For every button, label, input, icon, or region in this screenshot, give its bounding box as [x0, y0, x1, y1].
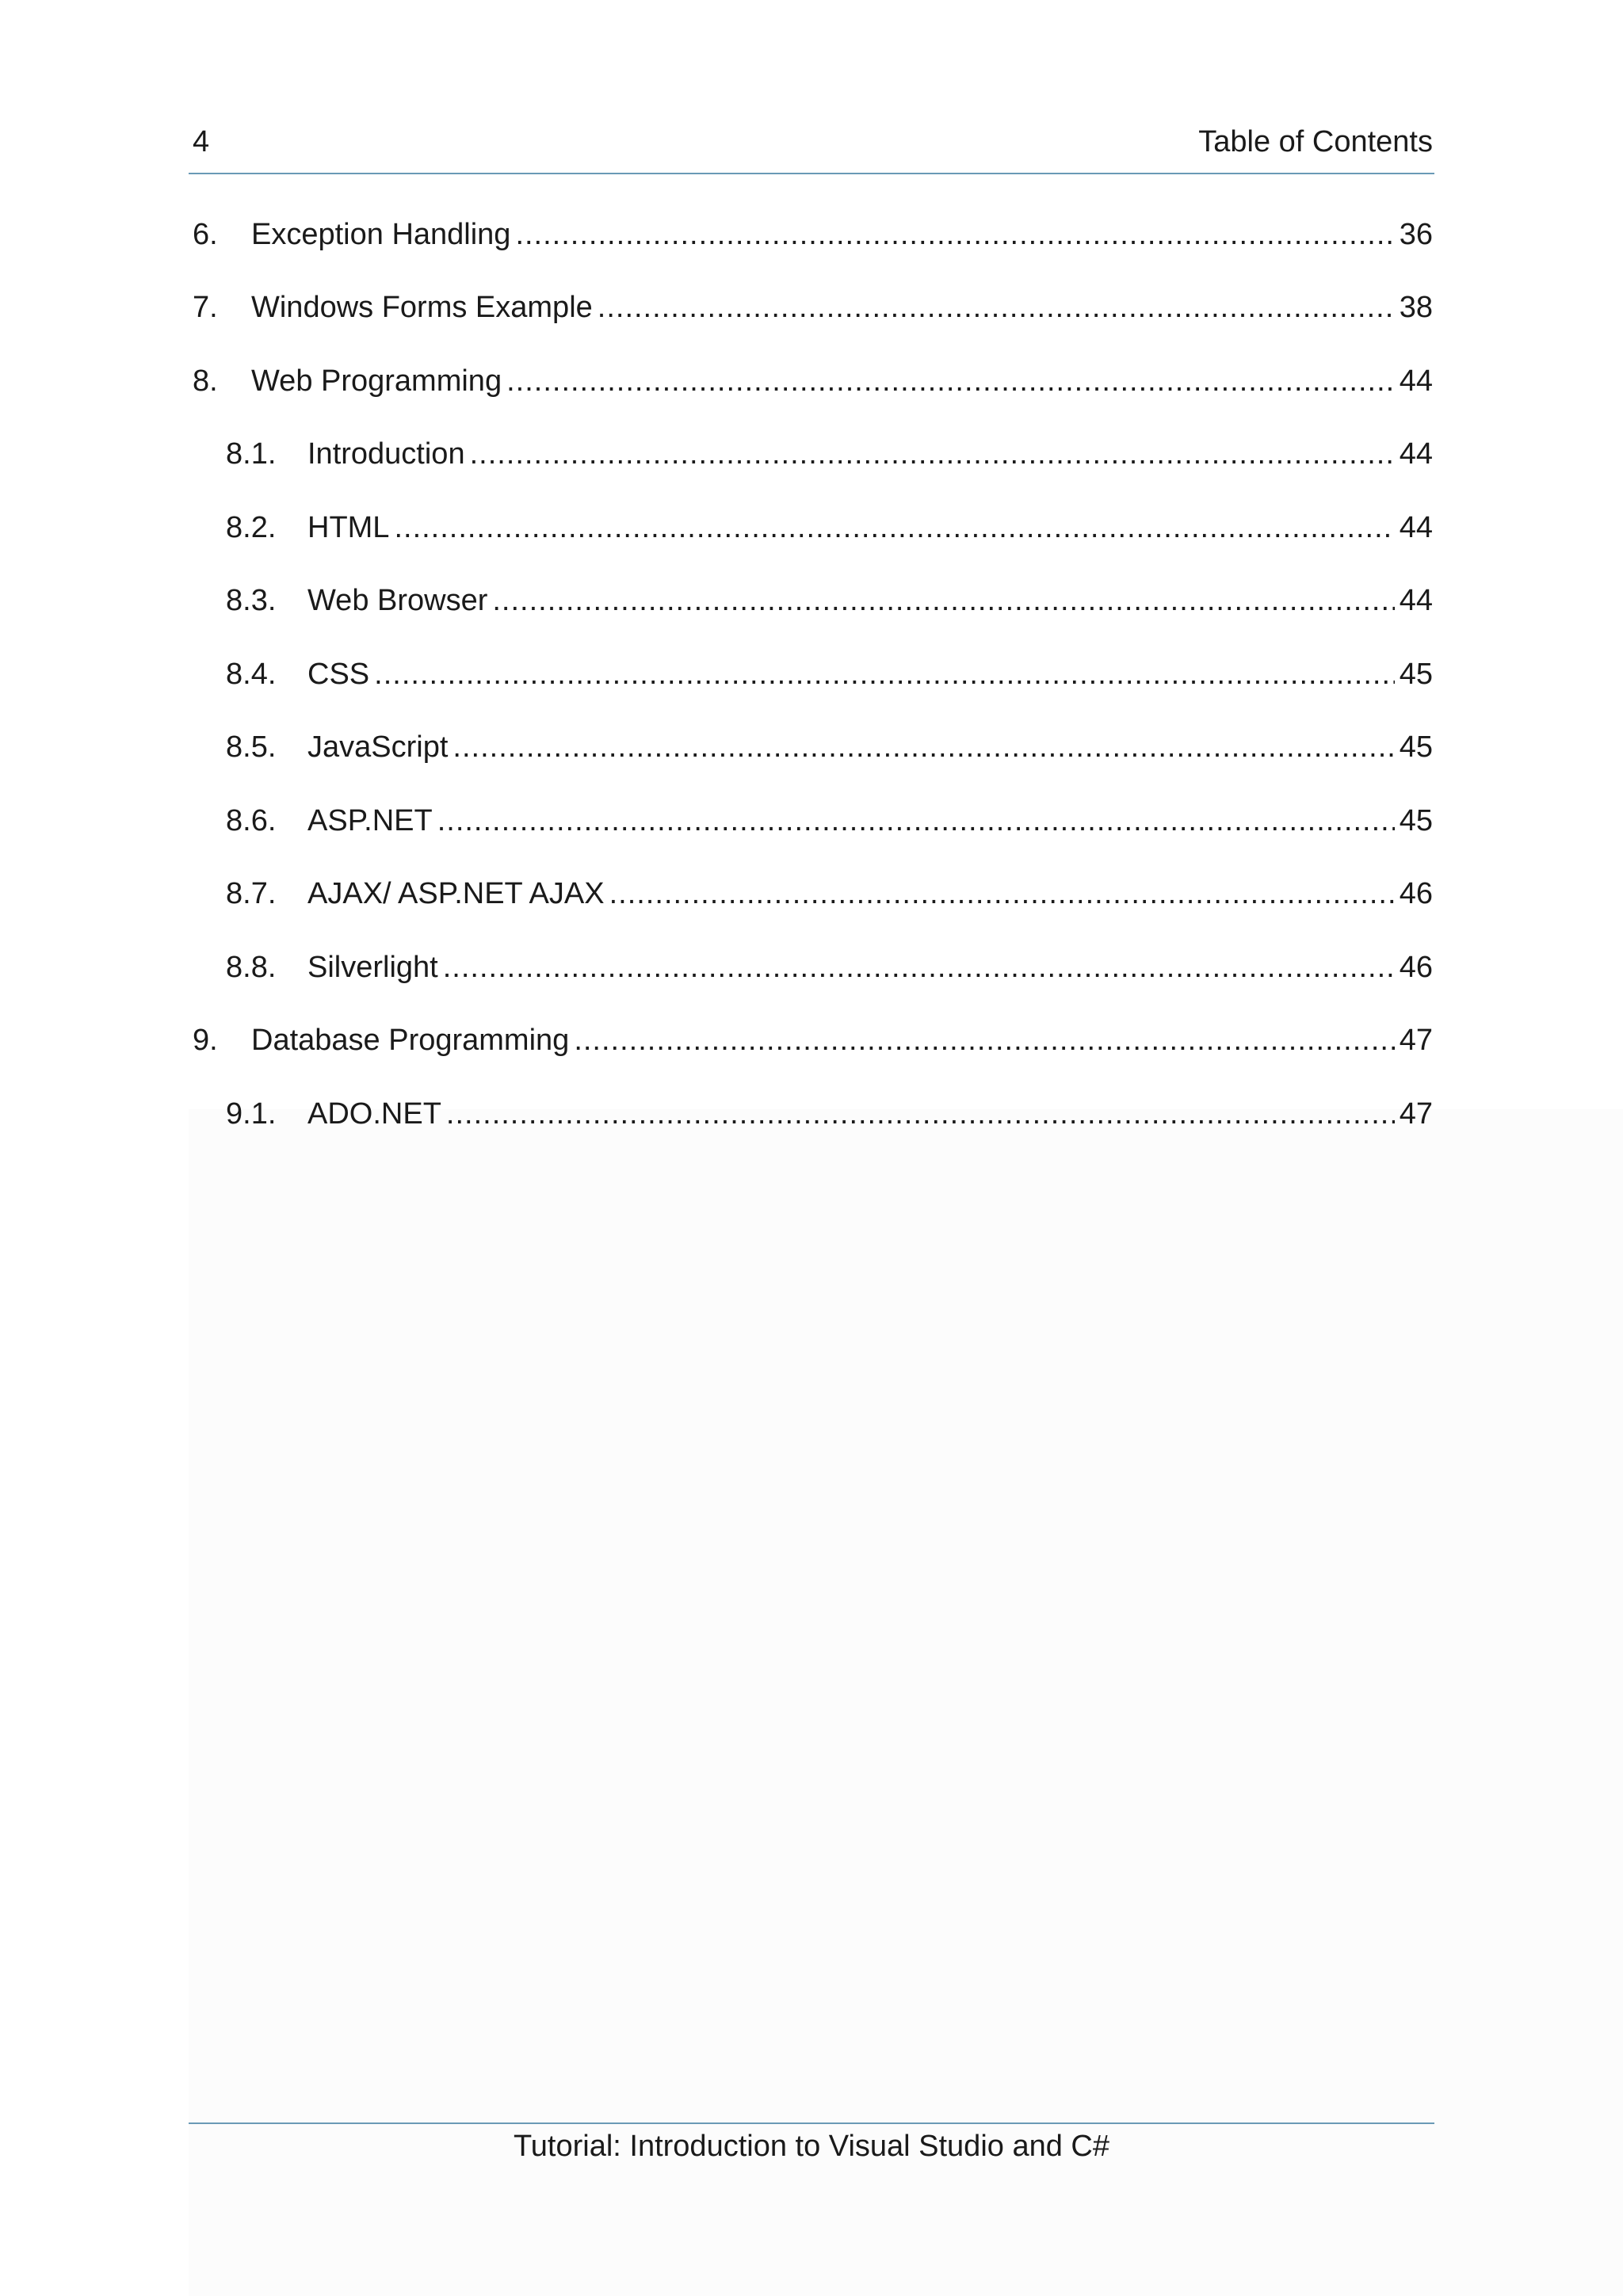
toc-entry-page[interactable]: 46: [1399, 877, 1433, 911]
footer-rule: [189, 2122, 1434, 2124]
toc-entry-page[interactable]: 36: [1399, 217, 1433, 251]
toc-entry-number: 8.4.: [226, 657, 277, 691]
toc-dot-leader: [470, 437, 1395, 471]
toc-dot-leader: [443, 951, 1395, 985]
toc-entry-title[interactable]: Web Browser: [307, 584, 488, 618]
toc-entry-title[interactable]: ADO.NET: [307, 1097, 441, 1131]
toc-entry-page[interactable]: 45: [1399, 730, 1433, 765]
toc-entry-number: 7.: [193, 291, 218, 325]
toc-entry[interactable]: [193, 272, 1433, 345]
page-header: [193, 119, 1433, 166]
toc-dot-leader: [492, 584, 1394, 618]
toc-entry-title[interactable]: Exception Handling: [251, 217, 511, 251]
toc-entry-page[interactable]: 44: [1399, 437, 1433, 471]
toc-dot-leader: [609, 877, 1395, 911]
toc-entry[interactable]: [193, 711, 1433, 785]
toc-entry-title[interactable]: Database Programming: [251, 1024, 570, 1058]
toc-entry-title[interactable]: HTML: [307, 510, 390, 544]
toc-entry[interactable]: [193, 418, 1433, 492]
toc-entry[interactable]: [193, 345, 1433, 418]
toc-entry-number: 8.3.: [226, 584, 277, 618]
toc-entry[interactable]: [193, 198, 1433, 272]
toc-entry-page[interactable]: 44: [1399, 364, 1433, 398]
toc-entry[interactable]: [193, 784, 1433, 858]
toc-entry-page[interactable]: 44: [1399, 584, 1433, 618]
toc-dot-leader: [574, 1024, 1394, 1058]
table-of-contents: [193, 198, 1433, 1151]
toc-entry-number: 8.5.: [226, 730, 277, 765]
toc-entry[interactable]: [193, 1005, 1433, 1078]
header-page-number: 4: [193, 125, 210, 158]
toc-entry[interactable]: [193, 858, 1433, 932]
toc-dot-leader: [394, 511, 1394, 545]
toc-dot-leader: [506, 364, 1395, 399]
toc-dot-leader: [437, 804, 1395, 838]
toc-entry[interactable]: [193, 638, 1433, 711]
toc-entry-page[interactable]: 47: [1399, 1024, 1433, 1058]
toc-entry[interactable]: [193, 931, 1433, 1005]
toc-entry-number: 8.8.: [226, 950, 277, 984]
toc-entry-page[interactable]: 46: [1399, 950, 1433, 984]
toc-entry-number: 9.1.: [226, 1097, 277, 1131]
toc-entry-title[interactable]: Web Programming: [251, 364, 502, 398]
toc-entry-title[interactable]: Introduction: [307, 437, 465, 471]
toc-entry-page[interactable]: 45: [1399, 803, 1433, 837]
toc-entry-page[interactable]: 38: [1399, 291, 1433, 325]
page-background: [189, 1109, 1623, 2296]
toc-entry-number: 8.1.: [226, 437, 277, 471]
toc-entry-title[interactable]: Silverlight: [307, 950, 438, 984]
toc-entry-page[interactable]: 44: [1399, 510, 1433, 544]
toc-dot-leader: [515, 218, 1394, 252]
toc-entry-title[interactable]: JavaScript: [307, 730, 449, 765]
toc-entry-title[interactable]: AJAX/ ASP.NET AJAX: [307, 877, 605, 911]
toc-entry-number: 8.: [193, 364, 218, 398]
toc-entry-number: 8.7.: [226, 877, 277, 911]
toc-entry-number: 8.2.: [226, 510, 277, 544]
toc-entry-page[interactable]: 45: [1399, 657, 1433, 691]
toc-dot-leader: [453, 730, 1394, 765]
toc-entry-page[interactable]: 47: [1399, 1097, 1433, 1131]
toc-entry-title[interactable]: CSS: [307, 657, 370, 691]
toc-entry-title[interactable]: ASP.NET: [307, 803, 433, 837]
toc-entry[interactable]: [193, 565, 1433, 639]
page-footer: Tutorial: Introduction to Visual Studio and C#: [513, 2130, 1109, 2163]
toc-dot-leader: [446, 1097, 1395, 1131]
header-title: Table of Contents: [1198, 125, 1433, 158]
toc-dot-leader: [598, 291, 1395, 325]
toc-entry-number: 9.: [193, 1024, 218, 1058]
toc-entry-number: 8.6.: [226, 803, 277, 837]
toc-entry[interactable]: [193, 491, 1433, 565]
header-rule: [189, 173, 1434, 174]
toc-entry-number: 6.: [193, 217, 218, 251]
toc-entry[interactable]: [193, 1077, 1433, 1151]
toc-entry-title[interactable]: Windows Forms Example: [251, 291, 593, 325]
toc-dot-leader: [374, 658, 1395, 692]
